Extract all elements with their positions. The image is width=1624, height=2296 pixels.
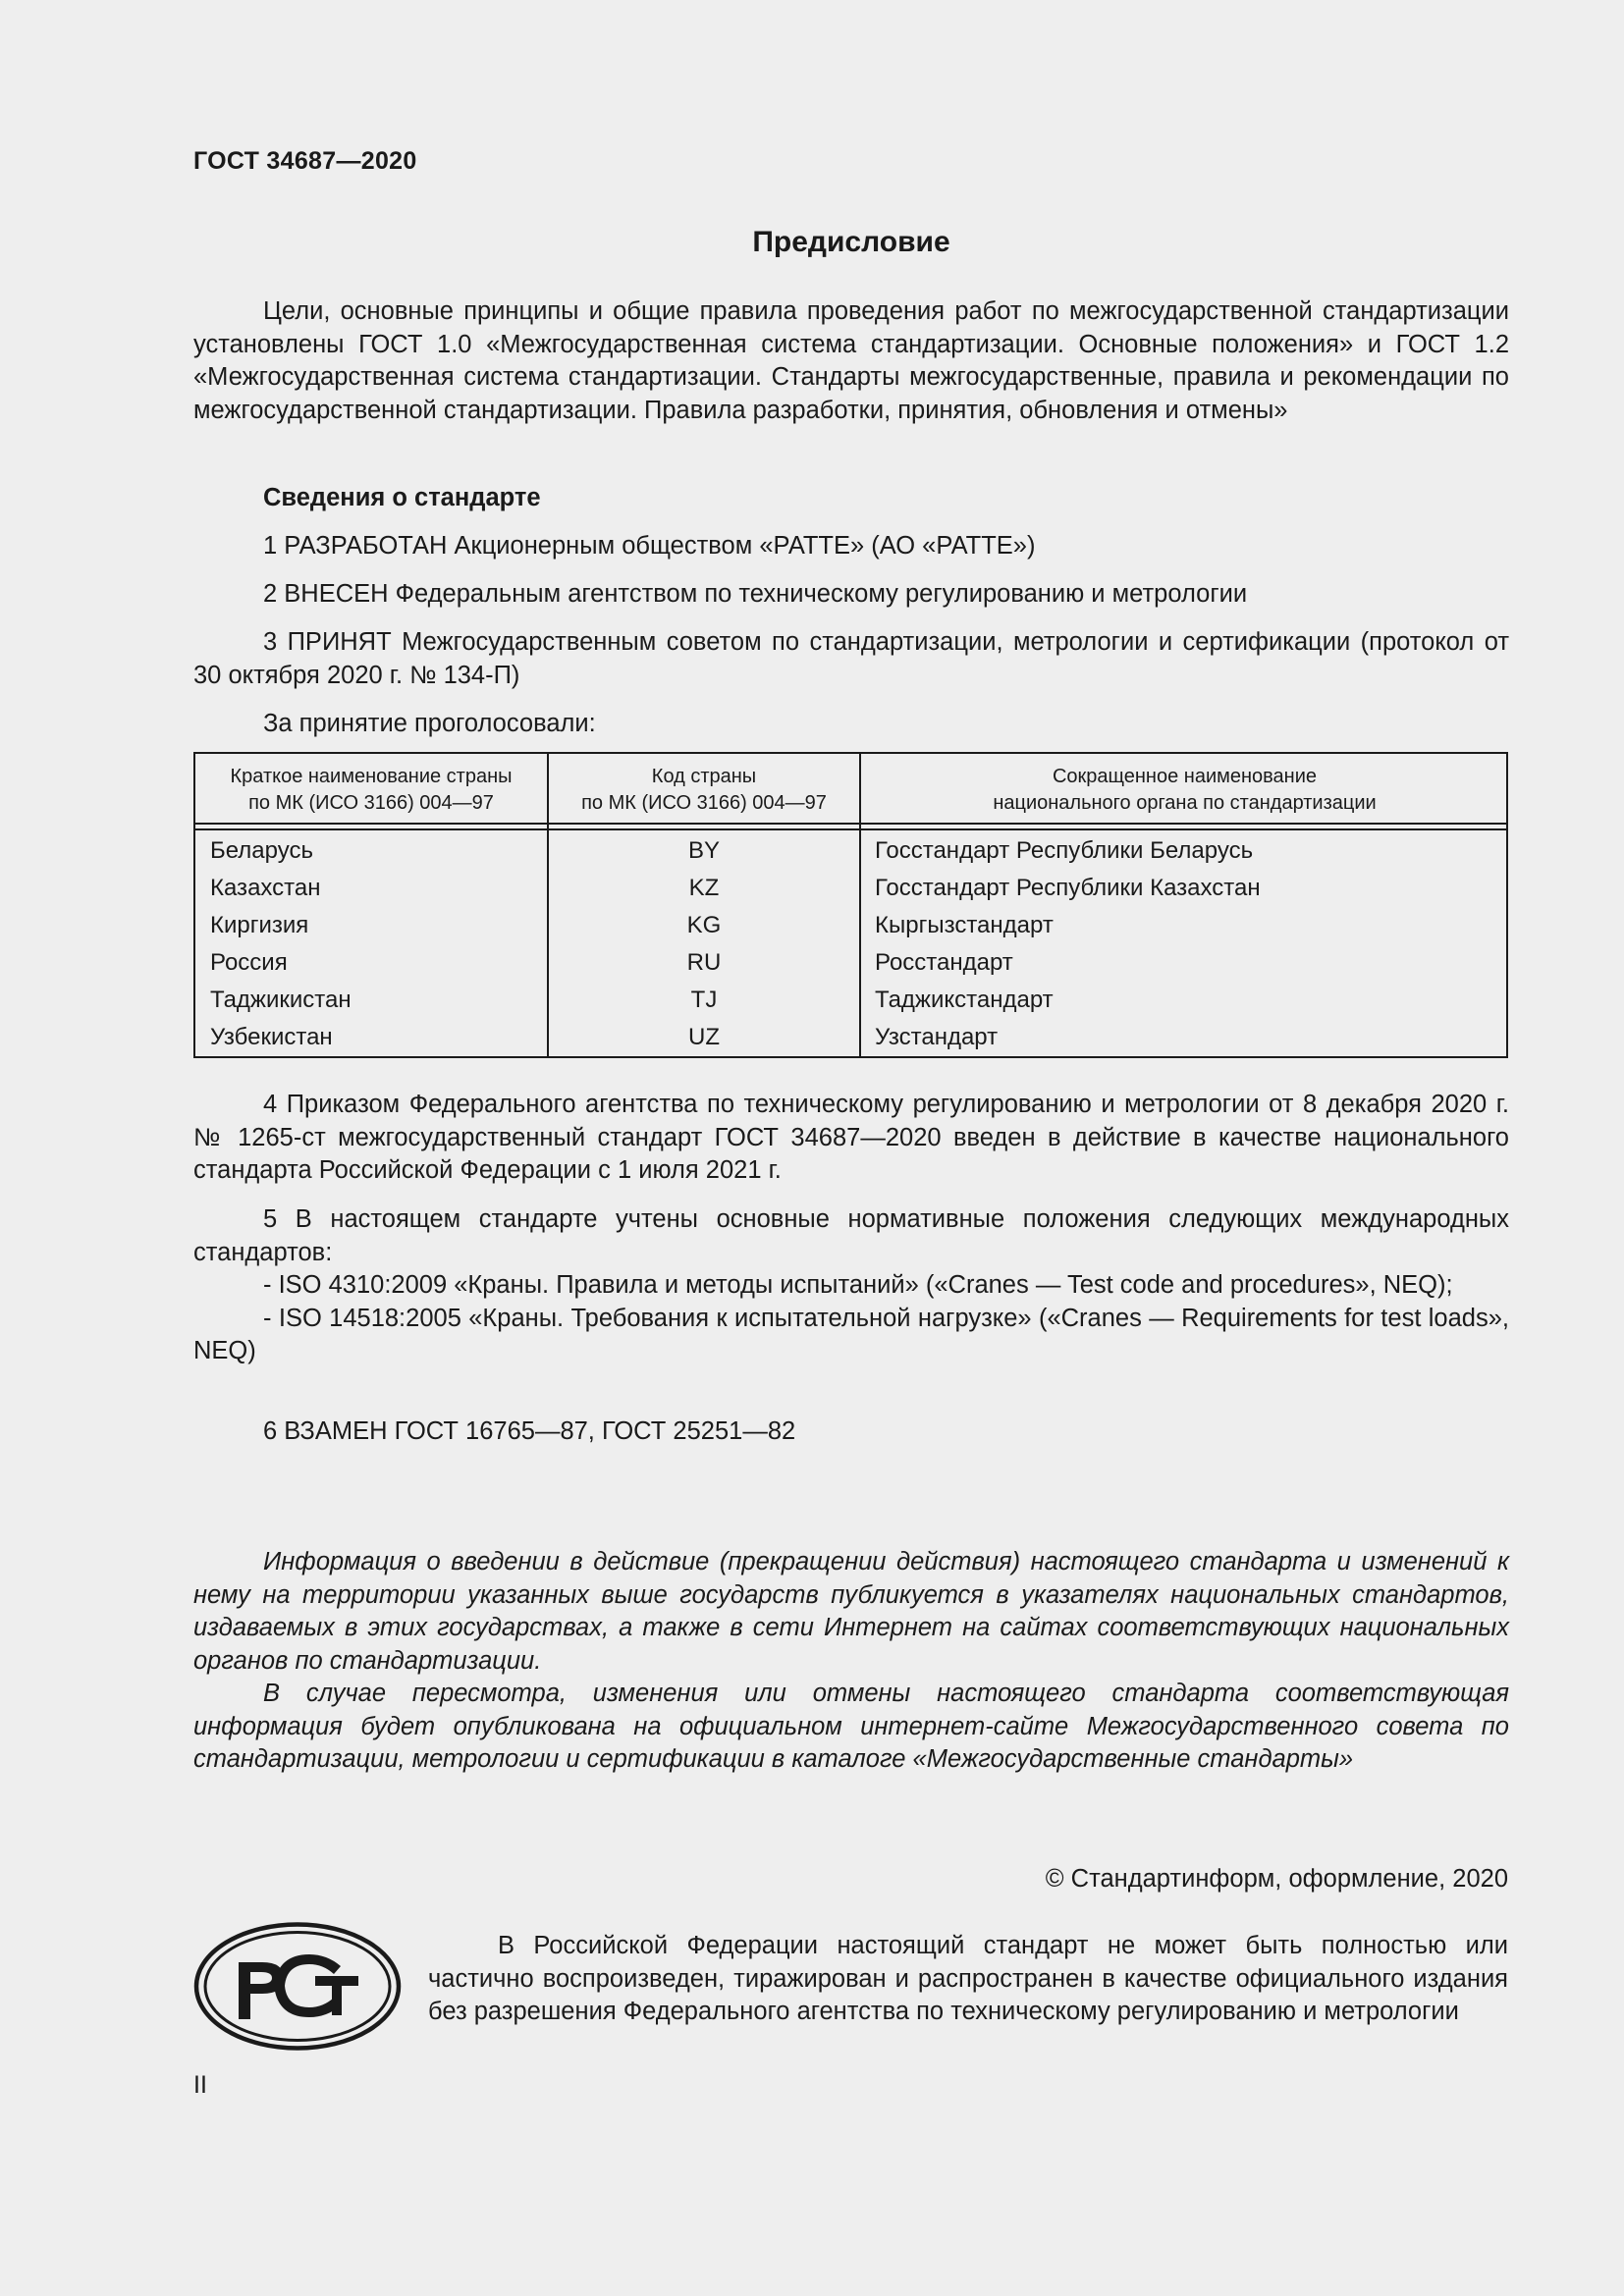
info-heading: Сведения о стандарте	[263, 484, 541, 511]
voting-table	[193, 752, 1508, 1058]
voted-label: За принятие проголосовали:	[263, 710, 596, 737]
cell-code: BY	[687, 837, 720, 864]
item-1-text: 1 РАЗРАБОТАН Акционерным обществом «РАТТЕ» (АО «РАТТЕ»)	[263, 532, 1036, 560]
table-body	[195, 832, 1506, 1056]
cell-country: Таджикистан	[210, 987, 352, 1013]
item-5-standard: - ISO 4310:2009 «Краны. Правила и методы испытаний» («Cranes — Test code and procedures», NEQ);	[263, 1271, 1453, 1299]
voted-label-block	[193, 708, 1509, 741]
table-row	[195, 1019, 1506, 1056]
item-5-text: 5 В настоящем стандарте учтены основные нормативные положения следующих международных стандартов:	[193, 1205, 1509, 1266]
table-header-rule	[195, 828, 1506, 830]
table-row	[195, 870, 1506, 907]
cell-body: Госстандарт Республики Беларусь	[875, 837, 1254, 864]
item-4	[193, 1089, 1509, 1188]
cell-country: Казахстан	[210, 875, 321, 901]
copyright-line: © Стандартинформ, оформление, 2020	[1045, 1865, 1508, 1893]
item-5-standard: - ISO 14518:2005 «Краны. Требования к испытательной нагрузке» («Cranes — Requirements for test loads», NEQ)	[193, 1304, 1509, 1364]
cell-code: TJ	[690, 987, 718, 1013]
item-6	[193, 1415, 1509, 1449]
table-row	[195, 907, 1506, 944]
document-code: ГОСТ 34687—2020	[193, 147, 417, 175]
item-5	[193, 1203, 1509, 1368]
item-3-text: 3 ПРИНЯТ Межгосударственным советом по стандартизации, метрологии и сертификации (протокол от 30 октября 2020 г. № 134-П)	[193, 628, 1509, 689]
table-header-code	[549, 764, 859, 817]
cell-code: KZ	[688, 875, 720, 901]
header-line: Краткое наименование страны	[230, 766, 513, 787]
cell-code: RU	[686, 949, 722, 976]
item-1	[193, 530, 1509, 563]
header-line: по МК (ИСО 3166) 004—97	[581, 792, 827, 814]
item-2	[193, 578, 1509, 612]
cell-body: Таджикстандарт	[875, 987, 1054, 1013]
cell-country: Киргизия	[210, 912, 309, 938]
table-row	[195, 982, 1506, 1019]
rst-certification-logo-icon	[193, 1921, 402, 2052]
notice-paragraph: В случае пересмотра, изменения или отмены настоящего стандарта соответствующая информация будет опубликована на официальном интернет-сайте Межгосударственного совета по стандартизации, метрологии и сертификации в каталоге «Межгосударственные стандарты»	[193, 1680, 1509, 1773]
table-header-rule	[195, 823, 1506, 825]
cell-body: Госстандарт Республики Казахстан	[875, 875, 1261, 901]
cell-code: UZ	[688, 1024, 720, 1050]
cell-country: Узбекистан	[210, 1024, 333, 1050]
cell-body: Кыргызстандарт	[875, 912, 1054, 938]
table-row	[195, 944, 1506, 982]
item-6-text: 6 ВЗАМЕН ГОСТ 16765—87, ГОСТ 25251—82	[263, 1417, 796, 1445]
header-line: Сокращенное наименование	[1052, 766, 1318, 787]
reproduction-notice	[428, 1930, 1508, 2029]
header-line: Код страны	[651, 766, 757, 787]
notice-paragraph: Информация о введении в действие (прекращении действия) настоящего стандарта и изменений к нему на территории указанных выше государств публикуется в указателях национальных стандартов, издаваемых в этих государствах, а также в сети Интернет на сайтах соответствующих национальных органов по стандартизации.	[193, 1548, 1509, 1675]
item-4-text: 4 Приказом Федерального агентства по техническому регулированию и метрологии от 8 декабря 2020 г. № 1265-ст межгосударственный стандарт ГОСТ 34687—2020 введен в действие в качестве национального стандарта Российской Федерации с 1 июля 2021 г.	[193, 1091, 1509, 1184]
cell-country: Беларусь	[210, 837, 313, 864]
item-3	[193, 626, 1509, 692]
reproduction-text: В Российской Федерации настоящий стандарт не может быть полностью или частично воспроизведен, тиражирован и распространен в качестве официального издания без разрешения Федерального агентства по техническому регулированию и метрологии	[428, 1932, 1508, 2025]
header-line: национального органа по стандартизации	[993, 792, 1377, 814]
header-line: по МК (ИСО 3166) 004—97	[248, 792, 494, 814]
intro-paragraph: Цели, основные принципы и общие правила проведения работ по межгосударственной стандартизации установлены ГОСТ 1.0 «Межгосударственная система стандартизации. Основные положения» и ГОСТ 1.2 «Межгосударственная система стандартизации. Стандарты межгосударственные, правила и рекомендации по межгосударственной стандартизации. Правила разработки, принятия, обновления и отмены»	[193, 297, 1509, 424]
cell-code: KG	[686, 912, 722, 938]
cell-country: Россия	[210, 949, 288, 976]
item-2-text: 2 ВНЕСЕН Федеральным агентством по техническому регулированию и метрологии	[263, 580, 1248, 608]
intro-section	[193, 295, 1509, 427]
table-header-country	[195, 764, 547, 817]
notice-section	[193, 1546, 1509, 1777]
cell-body: Росстандарт	[875, 949, 1013, 976]
table-header-body	[861, 764, 1508, 817]
page-number: II	[193, 2071, 207, 2099]
table-row	[195, 832, 1506, 870]
info-section	[193, 482, 1509, 515]
page-title: Предисловие	[752, 226, 950, 258]
cell-body: Узстандарт	[875, 1024, 999, 1050]
